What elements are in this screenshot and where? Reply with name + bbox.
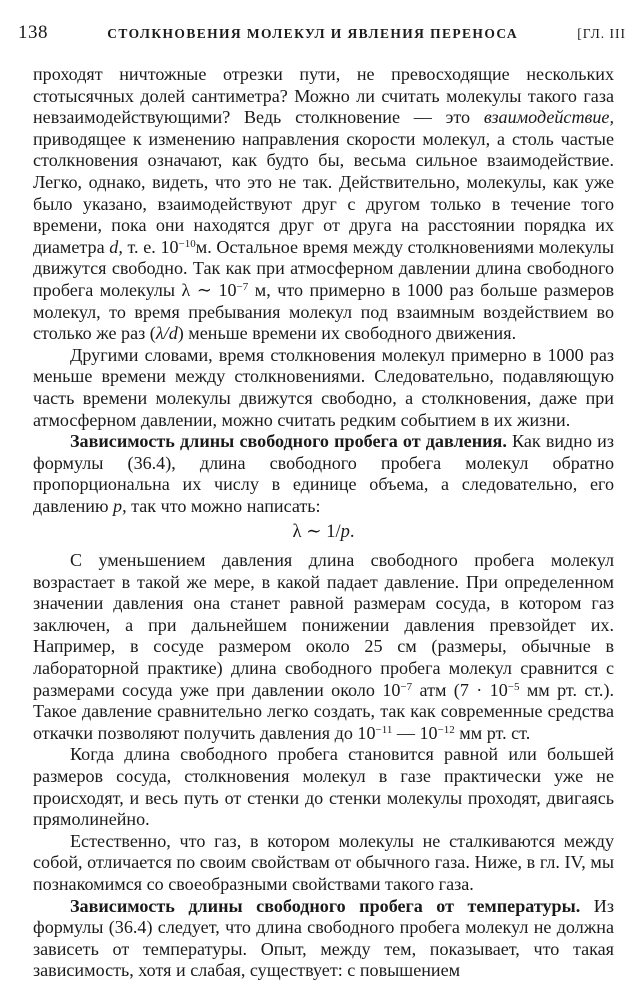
section-heading-pressure: Зависимость длины свободного пробега от давления. [70,431,507,452]
running-title: СТОЛКНОВЕНИЯ МОЛЕКУЛ И ЯВЛЕНИЯ ПЕРЕНОСА [107,26,519,41]
running-header [18,22,626,48]
paragraph-4: С уменьшением давления длина свободного пробега молекул возрастает в такой же мере, в какой падает давление. При определенном значении давления она станет равной размерам сосуда, в котором газ заключен, а при дальнейшем понижении давления превзойдет их. Например, в сосуде размером около 25 см (размеры, обычные в лабораторной практике) длина свободного пробега молекул сравнится с размерами сосуда уже при давлении около $10^{-7}$ атм ($7 \cdot 10^{-5}$ мм рт. ст.). Такое давление сравнительно легко создать, так как современные средства откачки позволяют получить давления до $10^{-11}$ — $10^{-12}$ мм рт. ст. [33,550,615,743]
formula-lambda-pressure: λ ∼ 1/p. [292,522,355,543]
paragraph-1: проходят ничтожные отрезки пути, не превосходящие нескольких стотысячных долей сантиметра? Можно ли считать молекулы такого газа невзаимодействующими? Ведь столкновение — это взаимодействие, приводящее к изменению направления скорости молекул, а столь частые столкновения означают, как будто бы, весьма сильное взаимодействие. Легко, однако, видеть, что это не так. Действительно, молекулы, как уже было указано, взаимодействуют друг с другом только в течение того времени, пока они находятся друг от друга на расстоянии порядка их диаметра d, т. е. $10^{-10}м$. Остальное время между столкновениями молекулы движутся свободно. Так как при атмосферном давлении длина свободного пробега молекулы λ ∼ $10^{-7}$ м, что примерно в 1000 раз больше размеров молекул, то время пребывания молекул под взаимным воздействием во столько же раз (λ/d) меньше времени их свободного движения. [33,64,615,344]
paragraph-7: Зависимость длины свободного пробега от температуры. Из формулы (36.4) следует, что длина свободного пробега молекул не должна зависеть от температуры. Опыт, между тем, показывает, что такая зависимость, хотя и слабая, существует: с повышением [33,895,614,981]
page-number: 138 [18,22,48,43]
paragraph-5: Когда длина свободного пробега становится равной или большей размеров сосуда, столкновения молекул в газе практически уже не происходят, и весь путь от стенки до стенки молекулы проходят, двигаясь прямолинейно. [33,744,614,830]
ratio-lambda-d: λ/d [155,323,178,344]
emphasis-interaction: взаимодействие, [483,107,614,128]
page-body [33,64,614,982]
chapter-reference: [ГЛ. III [577,26,626,41]
paragraph-3: Зависимость длины свободного пробега от давления. Как видно из формулы (36.4), длина свободного пробега молекул обратно пропорциональна их числу в единице объема, а следовательно, его давлению p, так что можно написать: [33,431,614,516]
variable-d: d, [109,236,123,257]
variable-p: p, [113,495,127,516]
paragraph-6: Естественно, что газ, в котором молекулы не сталкиваются между собой, отличается по своим свойствам от обычного газа. Ниже, в гл. IV, мы познакомимся со своеобразными свойствами такого газа. [33,830,614,894]
paragraph-2: Другими словами, время столкновения молекул примерно в 1000 раз меньше времени между столкновениями. Следовательно, подавляющую часть времени молекулы движутся свободно, а столкновения, даже при атмосферном давлении, можно считать редким событием в их жизни. [33,344,614,430]
section-heading-temperature: Зависимость длины свободного пробега от температуры. [70,895,581,916]
